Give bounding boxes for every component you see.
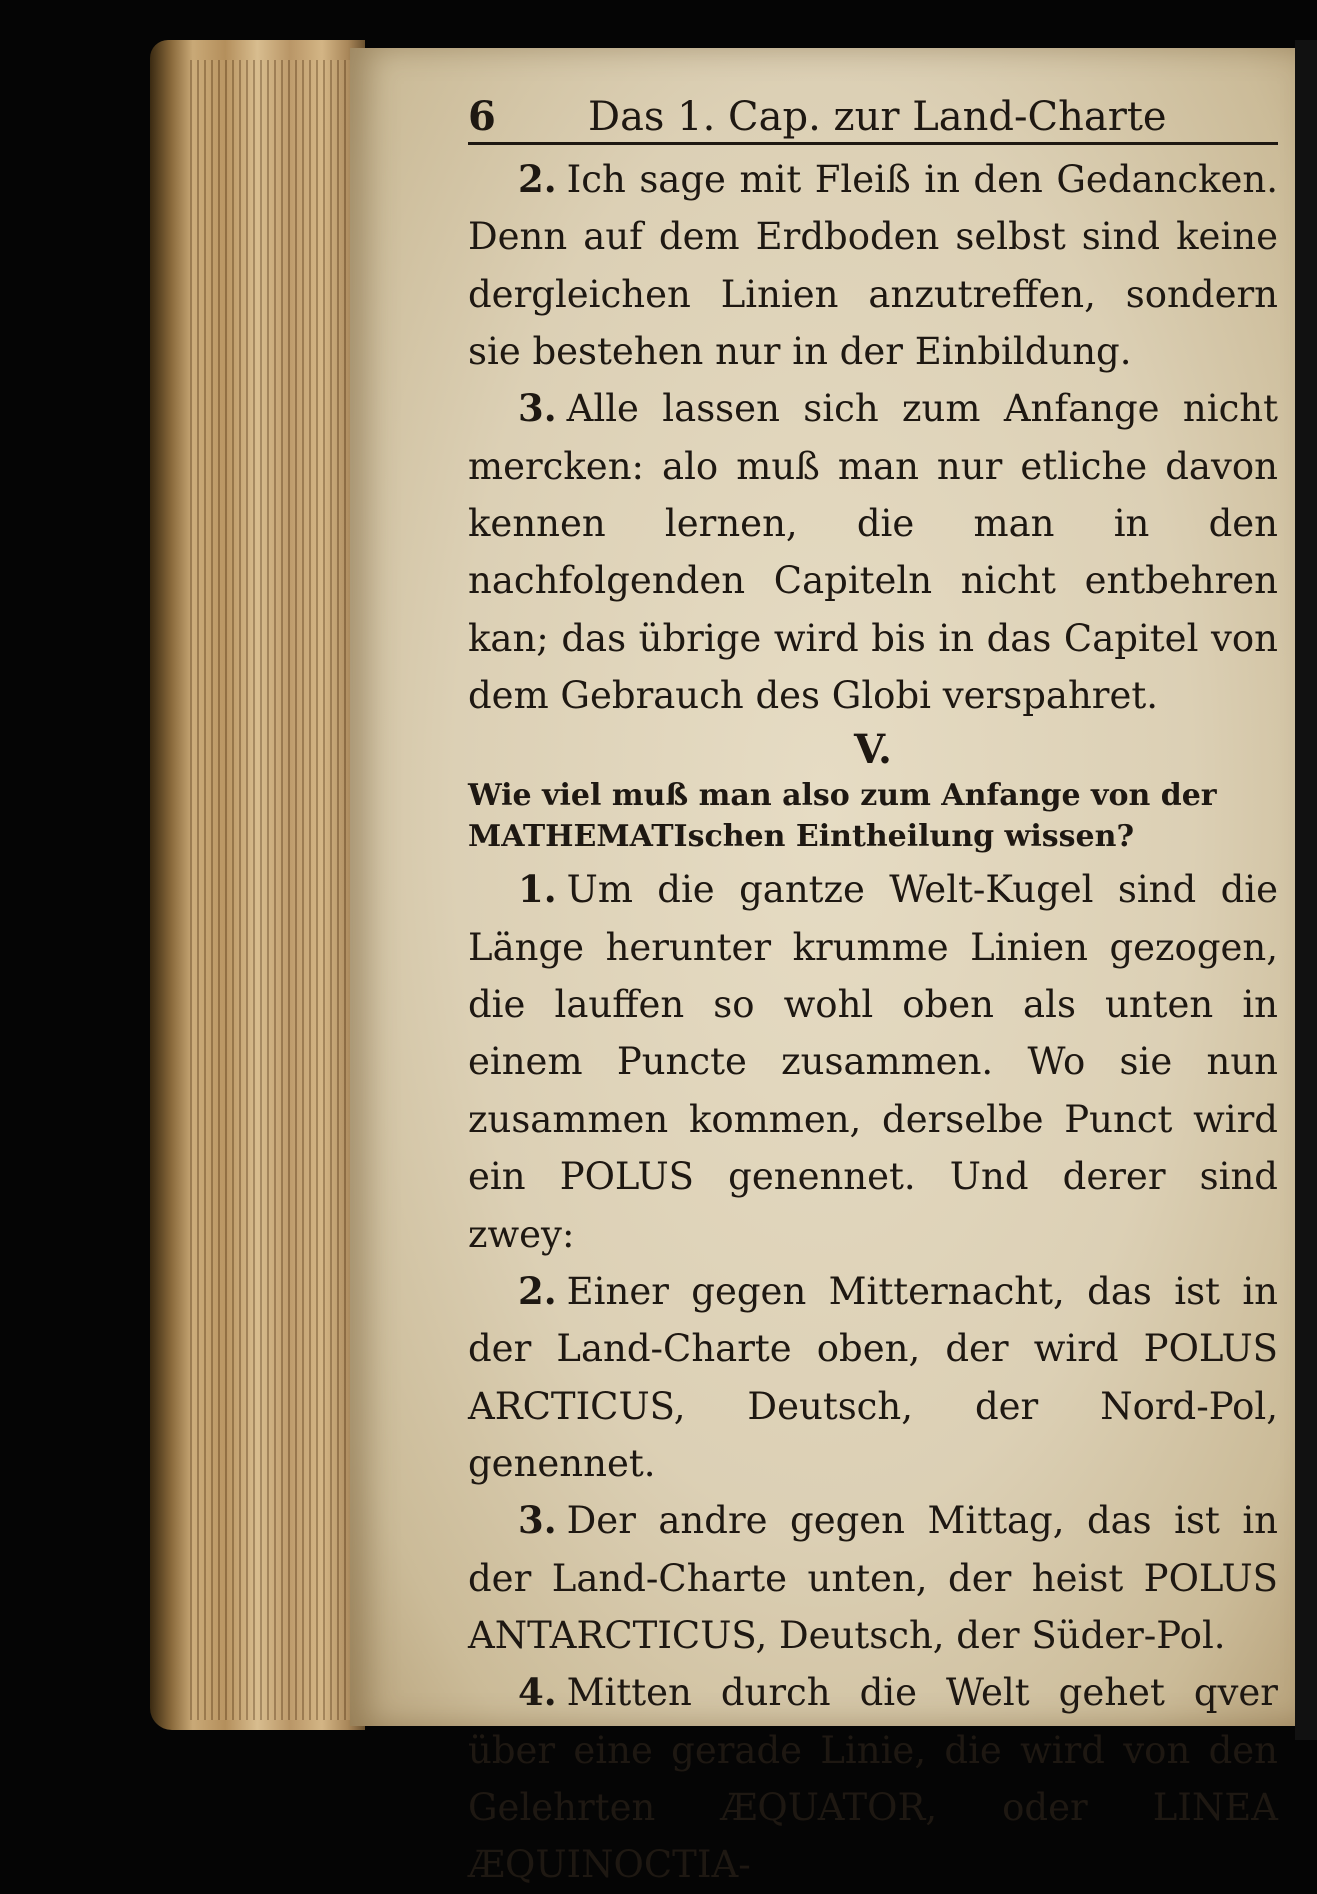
paragraph-3 <box>468 380 1278 724</box>
page-edge-stripes <box>190 60 355 1720</box>
page-text-block <box>468 86 1278 1894</box>
paragraph-4-equator <box>468 1664 1278 1893</box>
paragraph-text: Ich sage mit Fleiß in den Gedancken. Denn auf dem Erdboden selbst sind keine dergleichen Linien anzutreffen, sondern sie bestehen nur in der Einbildung. <box>468 158 1278 374</box>
section-heading: Wie viel muß man also zum Anfange von der MATHEMATIschen Eintheilung wissen? <box>468 778 1217 854</box>
paragraph-number: 3. <box>518 386 557 431</box>
paragraph-number: 4. <box>518 1670 557 1715</box>
paragraph-number: 3. <box>518 1498 557 1543</box>
page-number: 6 <box>468 93 496 140</box>
paragraph-3-pole-south <box>468 1492 1278 1664</box>
book-page-edges <box>150 40 365 1730</box>
page-header <box>468 86 1278 145</box>
paragraph-text: Einer gegen Mitternacht, das ist in der Land-Charte oben, der wird POLUS ARCTICUS, Deutsch, der Nord-Pol, genennet. <box>468 1269 1278 1485</box>
paragraph-2 <box>468 151 1278 380</box>
paragraph-text: Alle lassen sich zum Anfange nicht mercken: alo muß man nur etliche davon kennen lernen, die man in den nachfolgenden Capiteln nicht entbehren kan; das übrige wird bis in das Capitel von dem Gebrauch des Globi verspahret. <box>468 387 1278 718</box>
paragraph-number: 2. <box>518 1268 557 1313</box>
running-title: Das 1. Cap. zur Land-Charte <box>588 94 1167 140</box>
paragraph-text: Um die gantze Welt-Kugel sind die Länge herunter krumme Linien gezogen, die lauffen so wohl oben als unten in einem Puncte zusammen. Wo sie nun zusammen kommen, derselbe Punct wird ein POLUS genennet. Und derer sind zwey: <box>468 868 1278 1256</box>
paragraph-2-pole-north <box>468 1263 1278 1492</box>
paragraph-number: 1. <box>518 867 557 912</box>
paragraph-number: 2. <box>518 157 557 201</box>
paragraph-1 <box>468 861 1278 1262</box>
paragraph-text: Mitten durch die Welt gehet qver über eine gerade Linie, die wird von den Gelehrten ÆQUATOR, oder LINEA ÆQUINOCTIA- <box>468 1671 1278 1887</box>
paragraph-text: Der andre gegen Mittag, das ist in der Land-Charte unten, der heist POLUS ANTARCTICUS, Deutsch, der Süder-Pol. <box>468 1499 1278 1657</box>
right-margin-shadow <box>1295 40 1317 1740</box>
section-numeral: V. <box>854 726 892 774</box>
